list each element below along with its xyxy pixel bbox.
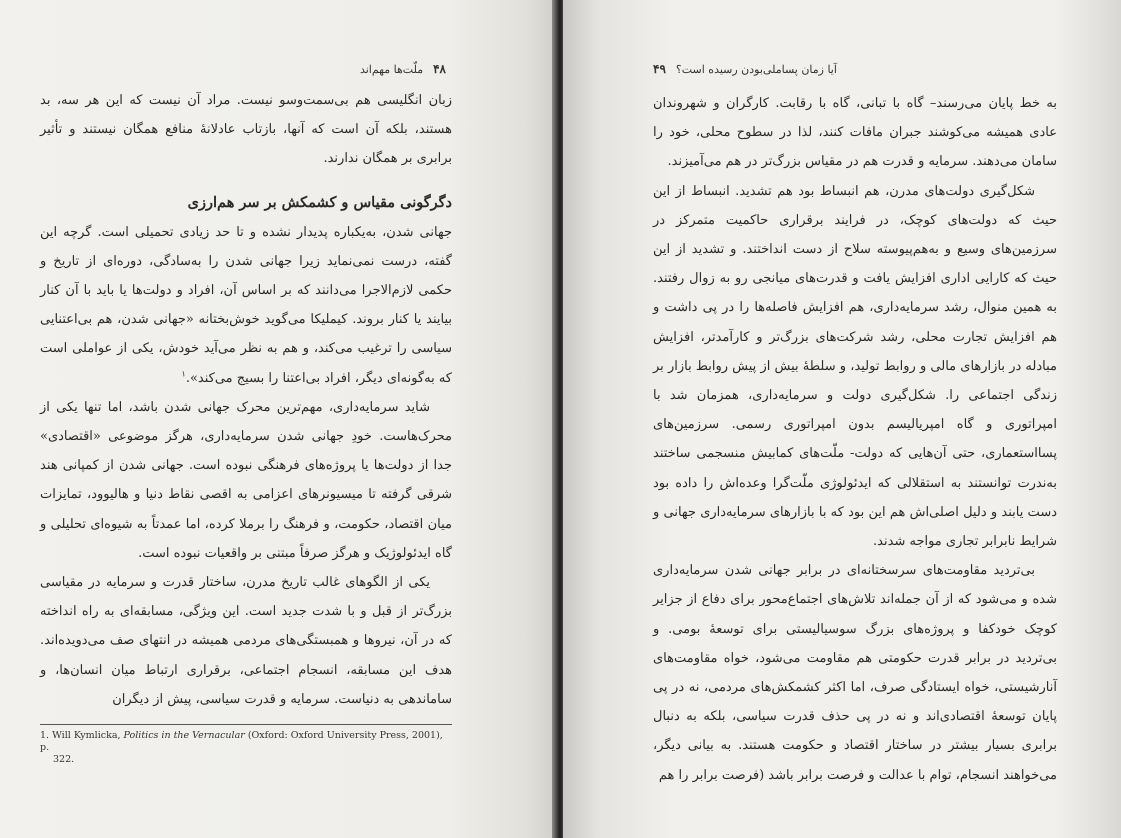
section-heading: دگرگونی مقیاس و کشمکش بر سر هم‌ارزی — [187, 193, 452, 211]
paragraph: بی‌تردید مقاومت‌های سرسختانه‌ای در برابر جهانی شدن سرمایه‌داری شده و می‌شود که از آن جمله‌اند تلاش‌های اجتماع‌محور برای دفاع از جزایر کوچک خودکفا و پروژه‌های بزرگ سوسیالیستی برای توسعهٔ بومی. و بی‌تردید در برابر قدرت حکومتی هم مقاومت می‌شود، خواه مقاومت‌های آنارشیستی، خواه ایستادگی صرف، اما اکثر کشمکش‌های مردمی، نه در پی پایان توسعهٔ اقتصادی‌اند و نه در پی حذف قدرت سیاسی، بلکه به دنبال برابری بسیار بیشتر در ساختار اقتصاد و حکومت هستند. به بیانی دیگر، می‌خواهند انسجام، توام با عدالت و فرصت برابر باشد (فرصت برابر را هم — [653, 563, 1057, 783]
paragraph: به خط پایان می‌رسند– گاه با تبانی، گاه با رقابت. کارگران و شهروندان عادی همیشه می‌کوشند جبران مافات کنند، لذا در سطوح محلی، خود را سامان می‌دهند. سرمایه و قدرت هم در مقیاس بزرگ‌تر در هم می‌آمیزند. — [653, 96, 1057, 170]
footnote — [40, 730, 452, 766]
paragraph: یکی از الگوهای غالب تاریخ مدرن، ساختار قدرت و سرمایه در مقیاسی بزرگ‌تر از قبل و با شدت جدید است. این ویژگی، مسابقه‌ای به راه انداخته که در آن، نیروها و همبستگی‌های مردمی همیشه در انتهای صف می‌دویده‌اند. هدف این مسابقه، انسجام اجتماعی، برقراری ارتباط میان انسان‌ها، و ساماندهی به دنیاست. سرمایه و قدرت سیاسی، پیش از دیگران — [40, 575, 452, 707]
footnote-prefix: 1. Will Kymlicka, — [40, 730, 124, 741]
running-title: ملّت‌ها مهم‌اند — [359, 63, 424, 76]
right-page-body — [653, 89, 1057, 790]
paragraph-text: جهانی شدن، به‌یکباره پدیدار نشده و تا حد زیادی تحمیلی است. گرچه این گفته، درست نمی‌نماید زیرا جهانی شدن را به‌سادگی، دوره‌ای از تاریخ و حکمی لازم‌الاجرا می‌دانند که بر اساس آن، افراد و دولت‌ها یا باید با آن کنار بیایند یا کنار بروند. کیملیکا می‌گوید خوش‌بختانه «جهانی شدن، هم بی‌اعتنایی سیاسی را ترغیب می‌کند، و هم به نظر می‌آید خودش، یکی از عواملی است که به‌گونه‌ای دیگر، افراد بی‌اعتنا را بسیج می‌کند». — [40, 224, 452, 386]
page-number: ۴۹ — [653, 62, 666, 76]
left-page — [0, 0, 558, 838]
page-number: ۴۸ — [433, 62, 446, 76]
spacer — [40, 174, 452, 188]
paragraph: شکل‌گیری دولت‌های مدرن، هم انبساط بود هم تشدید. انبساط از این حیث که دولت‌های کوچک، در فرایند برقراری حاکمیت متمرکز در سرزمین‌های وسیع و به‌هم‌پیوسته سلاح از دست انداختند. و تشدید از این حیث که کارایی اداری افزایش یافت و قدرت‌های میانجی رو به زوال رفتند. به همین منوال، رشد سرمایه‌داری، هم افزایش فاصله‌ها را در پی داشت و هم افزایش تجارت محلی، رشد شرکت‌های بزرگ‌تر و کارآمدتر، افزایش مبادله در بازارهای مالی و روابط تولید، و سلطهٔ بیش از پیش روابط بازار بر زندگی اجتماعی را. شکل‌گیری دولت و سرمایه‌داری، همزمان شد با امپراتوری و گاه امپریالیسم بدون امپراتوری رسمی. سرزمین‌های پسااستعماری، حتی آن‌هایی که دولت- ملّت‌های کمابیش منسجمی ساختند به‌ندرت توانستند به استقلالی که ایدئولوژی ملّت‌گرا وعده‌اش را داده بود دست یابند و دلیل اصلی‌اش هم این بود که با بازارهای سرمایه‌داری جهانی و شرایط نابرابر تجاری مواجه شدند. — [653, 183, 1057, 550]
paragraph — [40, 218, 452, 393]
paragraph: شاید سرمایه‌داری، مهم‌ترین محرک جهانی شدن باشد، اما تنها یکی از محرک‌هاست. خودِ جهانی شدن سرمایه‌داری، هرگز موضوعی «اقتصادی» جدا از دولت‌ها یا پروژه‌های فرهنگی نبوده است. جهانی شدن از کمپانی هند شرقی گرفته تا میسیونرهای اعزامی به اقصی نقاط دنیا و هالیوود، تمایزات میان اقتصاد، حکومت، و فرهنگ را برملا کرده، اما عمدتاً به شیوه‌ای تحلیلی و گاه ایدئولوژیک و هرگز صرفاً مبتنی بر واقعیات نبوده است. — [40, 399, 452, 561]
left-page-body — [40, 86, 452, 714]
page-header — [653, 62, 837, 76]
paragraph: زبان انگلیسی هم بی‌سمت‌وسو نیست. مراد آن نیست که این هر سه، بد هستند، بلکه آن است که آنها، بازتاب عادلانهٔ منافع همگان نیستند و تأثیر برابری بر همگان ندارند. — [40, 93, 452, 167]
right-page — [563, 0, 1121, 838]
running-title: آیا زمان پساملی‌بودن رسیده است؟ — [675, 63, 837, 76]
footnote-page: 322. — [53, 754, 75, 765]
footnote-publication: (Oxford: Oxford University Press, 2001), p. — [40, 730, 443, 753]
footnote-divider — [40, 724, 452, 725]
footnote-book-title: Politics in the Vernacular — [123, 730, 245, 741]
page-header — [360, 62, 446, 76]
footnote-reference[interactable]: ۱ — [181, 369, 186, 379]
